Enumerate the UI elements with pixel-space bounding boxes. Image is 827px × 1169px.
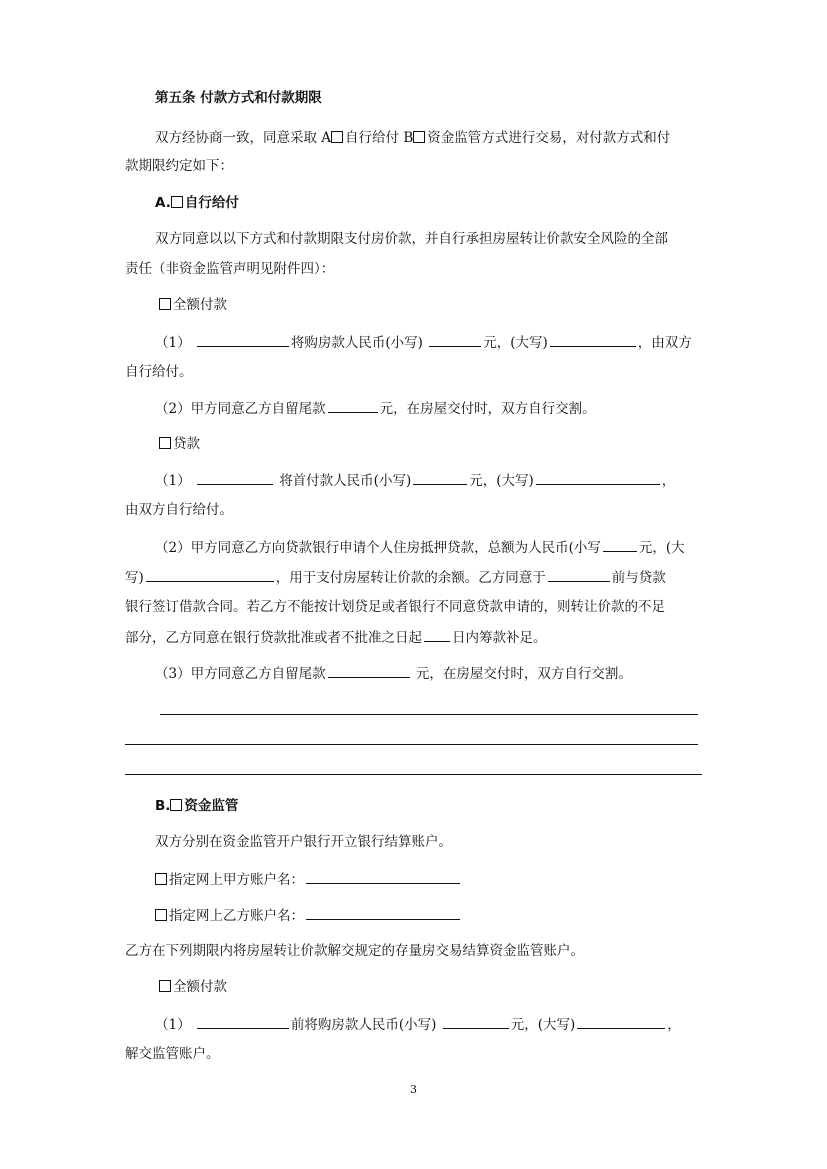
item-text: 元，(大写) <box>510 1017 576 1033</box>
checkbox-option-b[interactable] <box>413 131 425 143</box>
item-number: （1） <box>155 335 191 351</box>
amount-lower-blank[interactable] <box>413 470 467 485</box>
item-text: 将购房款人民币(小写) <box>290 335 423 351</box>
blank-line-3[interactable] <box>125 774 702 775</box>
date-blank[interactable] <box>197 332 289 347</box>
a-full-item-1-cont: 自行给付。 <box>125 364 193 380</box>
loan-label: 贷款 <box>173 436 200 452</box>
checkbox-loan[interactable] <box>159 437 171 449</box>
retention-blank[interactable] <box>328 398 378 413</box>
blank-line-1[interactable] <box>160 714 698 715</box>
loan-amount-blank[interactable] <box>603 537 637 552</box>
a-loan-item-2-line-2 <box>125 567 666 588</box>
party-b-account-row <box>155 905 462 926</box>
checkbox-option-a[interactable] <box>331 131 343 143</box>
item-text: ，由双方 <box>637 335 692 351</box>
item-text: （3）甲方同意乙方自留尾款 <box>155 666 326 682</box>
intro-text-a: 双方经协商一致，同意采取 A <box>155 130 332 146</box>
page-number: 3 <box>410 1083 417 1096</box>
checkbox-party-b-account[interactable] <box>155 909 167 921</box>
full-payment-label: 全额付款 <box>173 979 227 995</box>
loan-upper-blank[interactable] <box>146 567 274 582</box>
blank-line-2[interactable] <box>125 744 698 745</box>
item-text: 元，在房屋交付时，双方自行交割。 <box>415 666 632 682</box>
party-a-account-blank[interactable] <box>306 869 460 884</box>
section-a-prefix: A. <box>155 195 171 211</box>
intro-text-c: 资金监管方式进行交易，对付款方式和付 <box>427 130 671 146</box>
section-a-para-line-1: 双方同意以以下方式和付款期限支付房价款，并自行承担房屋转让价款安全风险的全部 <box>155 231 668 247</box>
intro-line-1 <box>155 128 670 148</box>
a-loan-item-3 <box>155 663 632 684</box>
a-loan-item-1-cont: 由双方自行给付。 <box>125 502 233 518</box>
full-payment-label: 全额付款 <box>173 297 227 313</box>
date-blank[interactable] <box>197 470 273 485</box>
days-blank[interactable] <box>424 627 450 642</box>
item-text: 元，(大写) <box>483 335 548 351</box>
checkbox-b-full-payment[interactable] <box>159 980 171 992</box>
b-full-item-1 <box>155 1014 681 1035</box>
item-text: 日内筹款补足。 <box>452 630 547 646</box>
section-b-heading <box>155 796 238 816</box>
checkbox-party-a-account[interactable] <box>155 873 167 885</box>
a-full-item-2 <box>155 398 596 419</box>
item-text: 元，(大 <box>638 540 685 556</box>
item-text: ， <box>661 473 676 489</box>
item-text: 前将购房款人民币(小写) <box>290 1017 437 1033</box>
intro-text-b: 自行给付 B <box>345 130 414 146</box>
a-loan-item-2-line-1 <box>155 537 685 558</box>
b-full-item-1-cont: 解交监管账户。 <box>125 1046 220 1062</box>
item-number: （1） <box>155 473 191 489</box>
contract-date-blank[interactable] <box>548 567 610 582</box>
amount-upper-blank[interactable] <box>550 332 636 347</box>
party-b-account-blank[interactable] <box>306 905 460 920</box>
amount-lower-blank[interactable] <box>429 332 481 347</box>
section-b-full-payment <box>159 977 227 997</box>
section-a-para-line-2: 责任（非资金监管声明见附件四）： <box>125 261 335 277</box>
amount-upper-blank[interactable] <box>577 1014 665 1029</box>
item-text: （2）甲方同意乙方向贷款银行申请个人住房抵押贷款，总额为人民币(小写 <box>155 540 601 556</box>
section-b-prefix: B. <box>155 798 171 814</box>
party-a-account-label: 指定网上甲方账户名： <box>169 872 304 888</box>
section-a-title: 自行给付 <box>184 195 239 211</box>
a-loan-item-1 <box>155 470 675 491</box>
item-text: 部分，乙方同意在银行贷款批准或者不批准之日起 <box>125 630 422 646</box>
party-b-account-label: 指定网上乙方账户名： <box>169 908 304 924</box>
item-text: ，用于支付房屋转让价款的余额。乙方同意于 <box>275 570 546 586</box>
section-b-title: 资金监管 <box>184 798 239 814</box>
item-text: 写) <box>125 570 144 586</box>
retention-blank[interactable] <box>328 663 410 678</box>
section-b-line-1: 双方分别在资金监管开户银行开立银行结算账户。 <box>155 834 452 850</box>
intro-line-2: 款期限约定如下： <box>125 158 233 174</box>
a-loan-item-2-line-4 <box>125 627 547 648</box>
article-title: 第五条 付款方式和付款期限 <box>155 90 322 106</box>
item-text: 前与贷款 <box>611 570 666 586</box>
section-a-heading <box>155 193 239 213</box>
checkbox-section-a[interactable] <box>171 196 183 208</box>
section-b-line-4: 乙方在下列期限内将房屋转让价款解交规定的存量房交易结算资金监管账户。 <box>125 943 584 959</box>
a-full-item-1 <box>155 332 692 353</box>
date-blank[interactable] <box>197 1014 289 1029</box>
amount-upper-blank[interactable] <box>536 470 660 485</box>
item-text: 元，(大写) <box>469 473 534 489</box>
section-a-loan <box>159 434 200 454</box>
section-a-full-payment <box>159 295 227 315</box>
a-loan-item-2-line-3: 银行签订借款合同。若乙方不能按计划贷足或者银行不同意贷款申请的，则转让价款的不足 <box>125 599 665 615</box>
item-text: ， <box>667 1017 681 1033</box>
item-text: （2）甲方同意乙方自留尾款 <box>155 401 326 417</box>
amount-lower-blank[interactable] <box>443 1014 509 1029</box>
item-text: 元，在房屋交付时，双方自行交割。 <box>379 401 596 417</box>
party-a-account-row <box>155 869 462 890</box>
item-text: 将首付款人民币(小写) <box>279 473 412 489</box>
checkbox-full-payment[interactable] <box>159 298 171 310</box>
item-number: （1） <box>155 1017 191 1033</box>
checkbox-section-b[interactable] <box>170 799 182 811</box>
